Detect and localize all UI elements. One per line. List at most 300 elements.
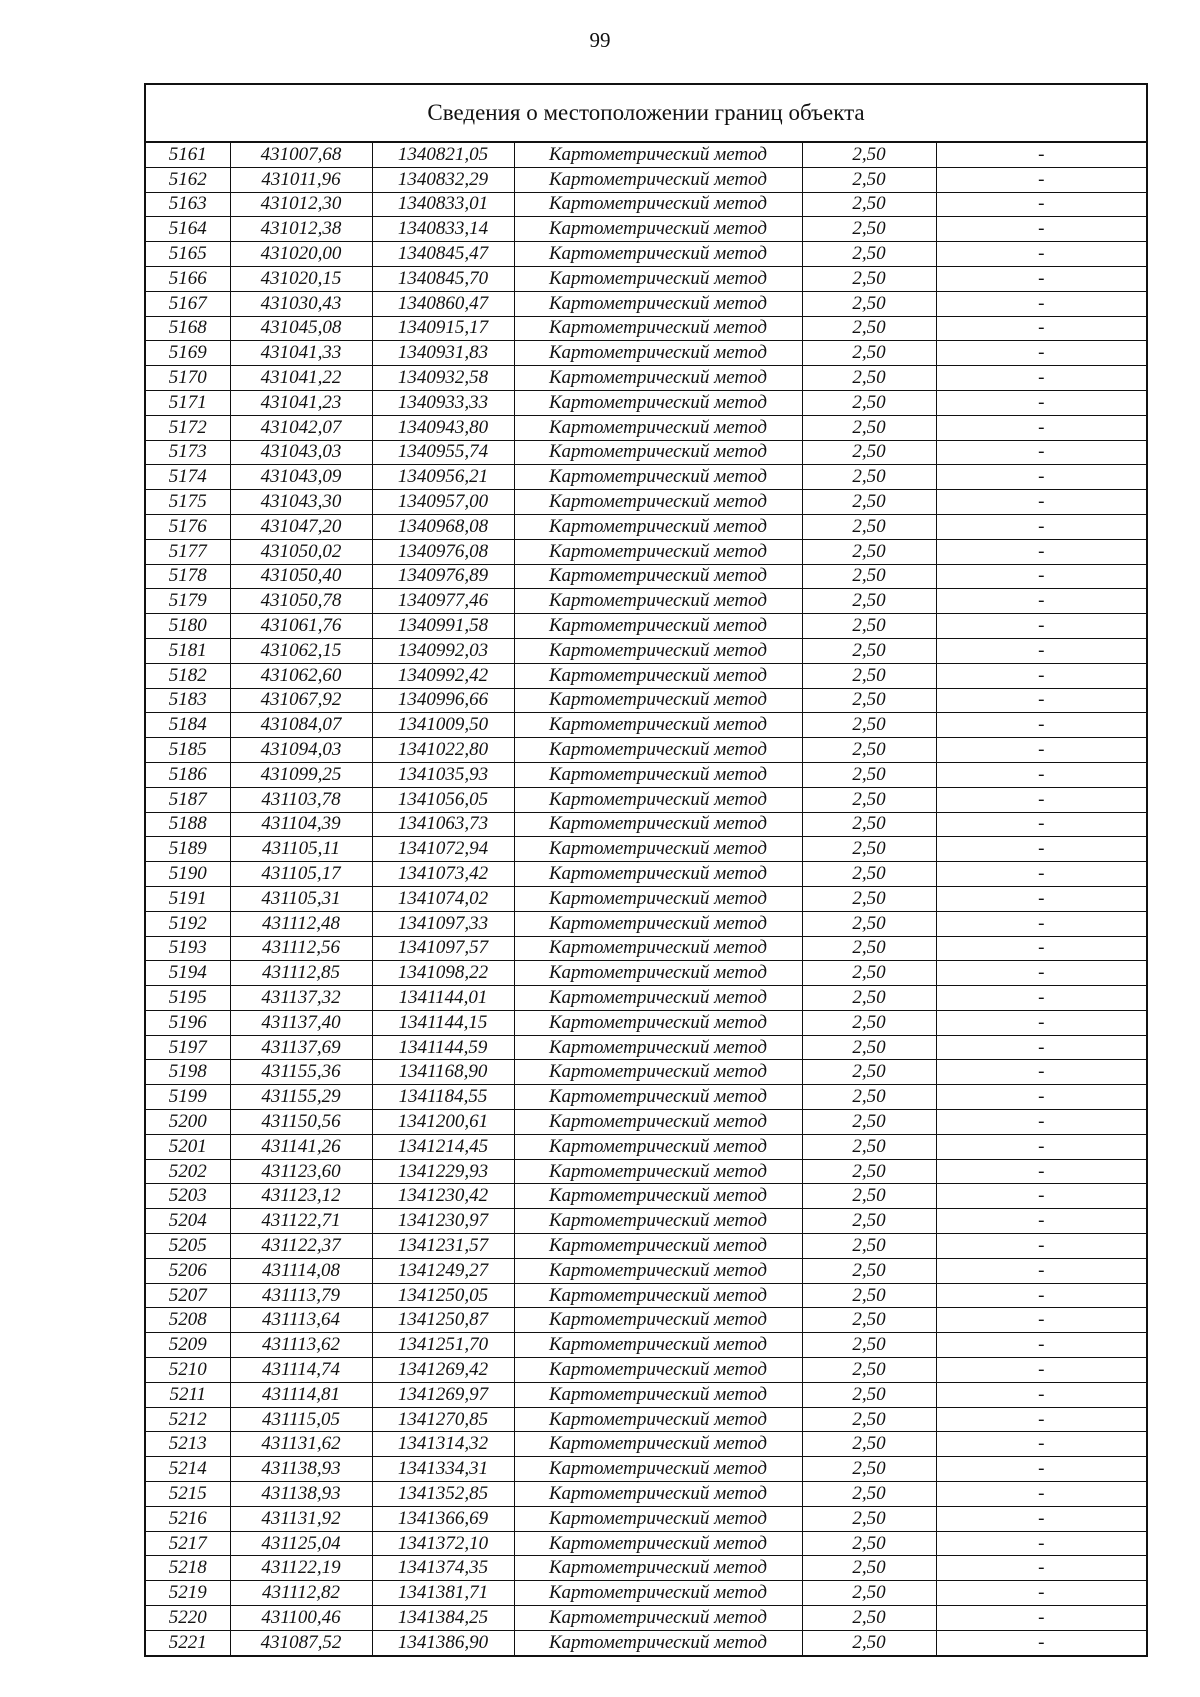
description-cell: - [936, 1432, 1146, 1457]
description-cell: - [936, 539, 1146, 564]
accuracy-cell: 2,50 [802, 1457, 936, 1482]
y-coordinate-cell: 1340955,74 [372, 440, 514, 465]
method-cell: Картометрический метод [514, 291, 802, 316]
point-number-cell: 5168 [146, 316, 230, 341]
method-cell: Картометрический метод [514, 1234, 802, 1259]
point-number-cell: 5171 [146, 390, 230, 415]
table-row [146, 911, 1146, 936]
accuracy-cell: 2,50 [802, 1209, 936, 1234]
method-cell: Картометрический метод [514, 266, 802, 291]
point-number-cell: 5173 [146, 440, 230, 465]
y-coordinate-cell: 1340957,00 [372, 490, 514, 515]
accuracy-cell: 2,50 [802, 1085, 936, 1110]
point-number-cell: 5192 [146, 911, 230, 936]
accuracy-cell: 2,50 [802, 291, 936, 316]
method-cell: Картометрический метод [514, 539, 802, 564]
point-number-cell: 5201 [146, 1134, 230, 1159]
point-number-cell: 5191 [146, 886, 230, 911]
description-cell: - [936, 638, 1146, 663]
table-row [146, 291, 1146, 316]
point-number-cell: 5211 [146, 1382, 230, 1407]
x-coordinate-cell: 431150,56 [230, 1110, 372, 1135]
y-coordinate-cell: 1340977,46 [372, 589, 514, 614]
method-cell: Картометрический метод [514, 1060, 802, 1085]
method-cell: Картометрический метод [514, 1630, 802, 1654]
description-cell: - [936, 341, 1146, 366]
x-coordinate-cell: 431112,56 [230, 936, 372, 961]
x-coordinate-cell: 431045,08 [230, 316, 372, 341]
x-coordinate-cell: 431047,20 [230, 514, 372, 539]
table-row [146, 415, 1146, 440]
description-cell: - [936, 787, 1146, 812]
x-coordinate-cell: 431050,40 [230, 564, 372, 589]
method-cell: Картометрический метод [514, 762, 802, 787]
point-number-cell: 5219 [146, 1581, 230, 1606]
description-cell: - [936, 614, 1146, 639]
description-cell: - [936, 1258, 1146, 1283]
table-row [146, 465, 1146, 490]
accuracy-cell: 2,50 [802, 192, 936, 217]
table-row [146, 1085, 1146, 1110]
accuracy-cell: 2,50 [802, 1581, 936, 1606]
table-row [146, 366, 1146, 391]
x-coordinate-cell: 431114,08 [230, 1258, 372, 1283]
y-coordinate-cell: 1340992,42 [372, 663, 514, 688]
x-coordinate-cell: 431141,26 [230, 1134, 372, 1159]
x-coordinate-cell: 431042,07 [230, 415, 372, 440]
x-coordinate-cell: 431115,05 [230, 1407, 372, 1432]
description-cell: - [936, 589, 1146, 614]
x-coordinate-cell: 431112,85 [230, 961, 372, 986]
x-coordinate-cell: 431012,38 [230, 217, 372, 242]
point-number-cell: 5161 [146, 143, 230, 167]
description-cell: - [936, 812, 1146, 837]
description-cell: - [936, 738, 1146, 763]
point-number-cell: 5164 [146, 217, 230, 242]
table-row [146, 614, 1146, 639]
point-number-cell: 5162 [146, 167, 230, 192]
table-row [146, 1283, 1146, 1308]
description-cell: - [936, 1184, 1146, 1209]
accuracy-cell: 2,50 [802, 242, 936, 267]
table-row [146, 514, 1146, 539]
y-coordinate-cell: 1341073,42 [372, 862, 514, 887]
description-cell: - [936, 390, 1146, 415]
y-coordinate-cell: 1341144,15 [372, 1010, 514, 1035]
method-cell: Картометрический метод [514, 663, 802, 688]
accuracy-cell: 2,50 [802, 1184, 936, 1209]
table-row [146, 738, 1146, 763]
coordinates-table [146, 143, 1146, 1655]
description-cell: - [936, 1010, 1146, 1035]
description-cell: - [936, 1358, 1146, 1383]
table-row [146, 1308, 1146, 1333]
point-number-cell: 5179 [146, 589, 230, 614]
accuracy-cell: 2,50 [802, 688, 936, 713]
table-row [146, 1506, 1146, 1531]
accuracy-cell: 2,50 [802, 1234, 936, 1259]
point-number-cell: 5215 [146, 1482, 230, 1507]
y-coordinate-cell: 1341035,93 [372, 762, 514, 787]
description-cell: - [936, 1457, 1146, 1482]
point-number-cell: 5172 [146, 415, 230, 440]
y-coordinate-cell: 1340845,47 [372, 242, 514, 267]
page-number: 99 [589, 28, 611, 52]
table-row [146, 862, 1146, 887]
description-cell: - [936, 837, 1146, 862]
method-cell: Картометрический метод [514, 1333, 802, 1358]
x-coordinate-cell: 431094,03 [230, 738, 372, 763]
y-coordinate-cell: 1340931,83 [372, 341, 514, 366]
table-row [146, 986, 1146, 1011]
accuracy-cell: 2,50 [802, 1283, 936, 1308]
point-number-cell: 5165 [146, 242, 230, 267]
y-coordinate-cell: 1341214,45 [372, 1134, 514, 1159]
method-cell: Картометрический метод [514, 1358, 802, 1383]
x-coordinate-cell: 431020,00 [230, 242, 372, 267]
accuracy-cell: 2,50 [802, 1035, 936, 1060]
description-cell: - [936, 440, 1146, 465]
method-cell: Картометрический метод [514, 1035, 802, 1060]
table-row [146, 1630, 1146, 1654]
method-cell: Картометрический метод [514, 1432, 802, 1457]
y-coordinate-cell: 1340956,21 [372, 465, 514, 490]
description-cell: - [936, 886, 1146, 911]
x-coordinate-cell: 431112,82 [230, 1581, 372, 1606]
accuracy-cell: 2,50 [802, 1506, 936, 1531]
description-cell: - [936, 1234, 1146, 1259]
accuracy-cell: 2,50 [802, 663, 936, 688]
point-number-cell: 5188 [146, 812, 230, 837]
point-number-cell: 5190 [146, 862, 230, 887]
description-cell: - [936, 1556, 1146, 1581]
accuracy-cell: 2,50 [802, 366, 936, 391]
x-coordinate-cell: 431137,32 [230, 986, 372, 1011]
x-coordinate-cell: 431114,74 [230, 1358, 372, 1383]
accuracy-cell: 2,50 [802, 1407, 936, 1432]
accuracy-cell: 2,50 [802, 266, 936, 291]
y-coordinate-cell: 1341334,31 [372, 1457, 514, 1482]
y-coordinate-cell: 1341168,90 [372, 1060, 514, 1085]
y-coordinate-cell: 1341366,69 [372, 1506, 514, 1531]
table-row [146, 1234, 1146, 1259]
table-row [146, 837, 1146, 862]
x-coordinate-cell: 431137,40 [230, 1010, 372, 1035]
x-coordinate-cell: 431067,92 [230, 688, 372, 713]
method-cell: Картометрический метод [514, 242, 802, 267]
description-cell: - [936, 936, 1146, 961]
boundary-table-frame [144, 83, 1148, 1657]
point-number-cell: 5166 [146, 266, 230, 291]
x-coordinate-cell: 431131,62 [230, 1432, 372, 1457]
description-cell: - [936, 415, 1146, 440]
table-row [146, 242, 1146, 267]
description-cell: - [936, 266, 1146, 291]
table-row [146, 1333, 1146, 1358]
method-cell: Картометрический метод [514, 564, 802, 589]
point-number-cell: 5183 [146, 688, 230, 713]
description-cell: - [936, 514, 1146, 539]
method-cell: Картометрический метод [514, 961, 802, 986]
method-cell: Картометрический метод [514, 1407, 802, 1432]
description-cell: - [936, 1482, 1146, 1507]
table-row [146, 1457, 1146, 1482]
y-coordinate-cell: 1341250,87 [372, 1308, 514, 1333]
y-coordinate-cell: 1341372,10 [372, 1531, 514, 1556]
accuracy-cell: 2,50 [802, 1630, 936, 1654]
coordinates-table-body [146, 143, 1146, 1655]
accuracy-cell: 2,50 [802, 713, 936, 738]
accuracy-cell: 2,50 [802, 1159, 936, 1184]
x-coordinate-cell: 431122,71 [230, 1209, 372, 1234]
method-cell: Картометрический метод [514, 1457, 802, 1482]
table-row [146, 1010, 1146, 1035]
point-number-cell: 5185 [146, 738, 230, 763]
table-row [146, 688, 1146, 713]
method-cell: Картометрический метод [514, 1159, 802, 1184]
table-row [146, 1556, 1146, 1581]
method-cell: Картометрический метод [514, 217, 802, 242]
point-number-cell: 5186 [146, 762, 230, 787]
y-coordinate-cell: 1341251,70 [372, 1333, 514, 1358]
x-coordinate-cell: 431062,15 [230, 638, 372, 663]
method-cell: Картометрический метод [514, 1283, 802, 1308]
accuracy-cell: 2,50 [802, 589, 936, 614]
table-row [146, 1060, 1146, 1085]
x-coordinate-cell: 431062,60 [230, 663, 372, 688]
description-cell: - [936, 1035, 1146, 1060]
table-row [146, 1407, 1146, 1432]
accuracy-cell: 2,50 [802, 1606, 936, 1631]
accuracy-cell: 2,50 [802, 1531, 936, 1556]
y-coordinate-cell: 1341269,97 [372, 1382, 514, 1407]
method-cell: Картометрический метод [514, 1606, 802, 1631]
method-cell: Картометрический метод [514, 787, 802, 812]
point-number-cell: 5167 [146, 291, 230, 316]
method-cell: Картометрический метод [514, 862, 802, 887]
x-coordinate-cell: 431105,17 [230, 862, 372, 887]
point-number-cell: 5180 [146, 614, 230, 639]
y-coordinate-cell: 1341098,22 [372, 961, 514, 986]
x-coordinate-cell: 431041,23 [230, 390, 372, 415]
point-number-cell: 5184 [146, 713, 230, 738]
point-number-cell: 5174 [146, 465, 230, 490]
point-number-cell: 5203 [146, 1184, 230, 1209]
method-cell: Картометрический метод [514, 490, 802, 515]
description-cell: - [936, 663, 1146, 688]
method-cell: Картометрический метод [514, 341, 802, 366]
accuracy-cell: 2,50 [802, 837, 936, 862]
table-row [146, 1159, 1146, 1184]
accuracy-cell: 2,50 [802, 514, 936, 539]
accuracy-cell: 2,50 [802, 1134, 936, 1159]
table-row [146, 589, 1146, 614]
table-row [146, 490, 1146, 515]
y-coordinate-cell: 1341184,55 [372, 1085, 514, 1110]
description-cell: - [936, 291, 1146, 316]
description-cell: - [936, 217, 1146, 242]
description-cell: - [936, 713, 1146, 738]
accuracy-cell: 2,50 [802, 1358, 936, 1383]
accuracy-cell: 2,50 [802, 1382, 936, 1407]
table-row [146, 564, 1146, 589]
method-cell: Картометрический метод [514, 167, 802, 192]
point-number-cell: 5189 [146, 837, 230, 862]
description-cell: - [936, 192, 1146, 217]
accuracy-cell: 2,50 [802, 143, 936, 167]
point-number-cell: 5177 [146, 539, 230, 564]
x-coordinate-cell: 431137,69 [230, 1035, 372, 1060]
description-cell: - [936, 986, 1146, 1011]
description-cell: - [936, 143, 1146, 167]
accuracy-cell: 2,50 [802, 1308, 936, 1333]
method-cell: Картометрический метод [514, 1110, 802, 1135]
y-coordinate-cell: 1340821,05 [372, 143, 514, 167]
point-number-cell: 5200 [146, 1110, 230, 1135]
description-cell: - [936, 1308, 1146, 1333]
table-row [146, 1209, 1146, 1234]
description-cell: - [936, 1581, 1146, 1606]
point-number-cell: 5213 [146, 1432, 230, 1457]
point-number-cell: 5175 [146, 490, 230, 515]
y-coordinate-cell: 1341022,80 [372, 738, 514, 763]
method-cell: Картометрический метод [514, 1010, 802, 1035]
description-cell: - [936, 1606, 1146, 1631]
accuracy-cell: 2,50 [802, 638, 936, 663]
description-cell: - [936, 1159, 1146, 1184]
description-cell: - [936, 242, 1146, 267]
x-coordinate-cell: 431020,15 [230, 266, 372, 291]
y-coordinate-cell: 1341384,25 [372, 1606, 514, 1631]
table-row [146, 1358, 1146, 1383]
table-row [146, 1035, 1146, 1060]
y-coordinate-cell: 1341314,32 [372, 1432, 514, 1457]
accuracy-cell: 2,50 [802, 936, 936, 961]
method-cell: Картометрический метод [514, 986, 802, 1011]
method-cell: Картометрический метод [514, 738, 802, 763]
accuracy-cell: 2,50 [802, 440, 936, 465]
accuracy-cell: 2,50 [802, 986, 936, 1011]
accuracy-cell: 2,50 [802, 1556, 936, 1581]
description-cell: - [936, 490, 1146, 515]
y-coordinate-cell: 1340832,29 [372, 167, 514, 192]
table-row [146, 266, 1146, 291]
y-coordinate-cell: 1341231,57 [372, 1234, 514, 1259]
table-row [146, 638, 1146, 663]
x-coordinate-cell: 431043,09 [230, 465, 372, 490]
y-coordinate-cell: 1341009,50 [372, 713, 514, 738]
point-number-cell: 5217 [146, 1531, 230, 1556]
y-coordinate-cell: 1341229,93 [372, 1159, 514, 1184]
description-cell: - [936, 316, 1146, 341]
point-number-cell: 5187 [146, 787, 230, 812]
method-cell: Картометрический метод [514, 465, 802, 490]
y-coordinate-cell: 1341072,94 [372, 837, 514, 862]
accuracy-cell: 2,50 [802, 961, 936, 986]
point-number-cell: 5202 [146, 1159, 230, 1184]
y-coordinate-cell: 1340915,17 [372, 316, 514, 341]
method-cell: Картометрический метод [514, 1382, 802, 1407]
point-number-cell: 5199 [146, 1085, 230, 1110]
method-cell: Картометрический метод [514, 1258, 802, 1283]
x-coordinate-cell: 431084,07 [230, 713, 372, 738]
x-coordinate-cell: 431012,30 [230, 192, 372, 217]
table-title: Сведения о местоположении границ объекта [146, 85, 1146, 143]
x-coordinate-cell: 431087,52 [230, 1630, 372, 1654]
description-cell: - [936, 1060, 1146, 1085]
method-cell: Картометрический метод [514, 837, 802, 862]
y-coordinate-cell: 1341063,73 [372, 812, 514, 837]
point-number-cell: 5176 [146, 514, 230, 539]
point-number-cell: 5210 [146, 1358, 230, 1383]
x-coordinate-cell: 431043,03 [230, 440, 372, 465]
y-coordinate-cell: 1340845,70 [372, 266, 514, 291]
table-row [146, 390, 1146, 415]
x-coordinate-cell: 431050,78 [230, 589, 372, 614]
x-coordinate-cell: 431113,64 [230, 1308, 372, 1333]
description-cell: - [936, 465, 1146, 490]
point-number-cell: 5204 [146, 1209, 230, 1234]
point-number-cell: 5216 [146, 1506, 230, 1531]
table-row [146, 341, 1146, 366]
y-coordinate-cell: 1340968,08 [372, 514, 514, 539]
table-row [146, 217, 1146, 242]
point-number-cell: 5198 [146, 1060, 230, 1085]
x-coordinate-cell: 431043,30 [230, 490, 372, 515]
y-coordinate-cell: 1341381,71 [372, 1581, 514, 1606]
description-cell: - [936, 688, 1146, 713]
table-row [146, 936, 1146, 961]
accuracy-cell: 2,50 [802, 1482, 936, 1507]
x-coordinate-cell: 431007,68 [230, 143, 372, 167]
y-coordinate-cell: 1340976,89 [372, 564, 514, 589]
y-coordinate-cell: 1341056,05 [372, 787, 514, 812]
method-cell: Картометрический метод [514, 1184, 802, 1209]
point-number-cell: 5163 [146, 192, 230, 217]
accuracy-cell: 2,50 [802, 217, 936, 242]
description-cell: - [936, 762, 1146, 787]
table-row [146, 762, 1146, 787]
description-cell: - [936, 1506, 1146, 1531]
y-coordinate-cell: 1341200,61 [372, 1110, 514, 1135]
method-cell: Картометрический метод [514, 1134, 802, 1159]
table-row [146, 1184, 1146, 1209]
method-cell: Картометрический метод [514, 1556, 802, 1581]
accuracy-cell: 2,50 [802, 465, 936, 490]
accuracy-cell: 2,50 [802, 1010, 936, 1035]
description-cell: - [936, 961, 1146, 986]
method-cell: Картометрический метод [514, 713, 802, 738]
table-row [146, 787, 1146, 812]
point-number-cell: 5170 [146, 366, 230, 391]
table-row [146, 1581, 1146, 1606]
table-row [146, 1382, 1146, 1407]
description-cell: - [936, 1110, 1146, 1135]
method-cell: Картометрический метод [514, 440, 802, 465]
table-row [146, 1432, 1146, 1457]
y-coordinate-cell: 1341374,35 [372, 1556, 514, 1581]
x-coordinate-cell: 431138,93 [230, 1482, 372, 1507]
table-row [146, 1110, 1146, 1135]
point-number-cell: 5193 [146, 936, 230, 961]
description-cell: - [936, 1531, 1146, 1556]
accuracy-cell: 2,50 [802, 1110, 936, 1135]
table-row [146, 316, 1146, 341]
accuracy-cell: 2,50 [802, 316, 936, 341]
accuracy-cell: 2,50 [802, 787, 936, 812]
method-cell: Картометрический метод [514, 886, 802, 911]
x-coordinate-cell: 431138,93 [230, 1457, 372, 1482]
